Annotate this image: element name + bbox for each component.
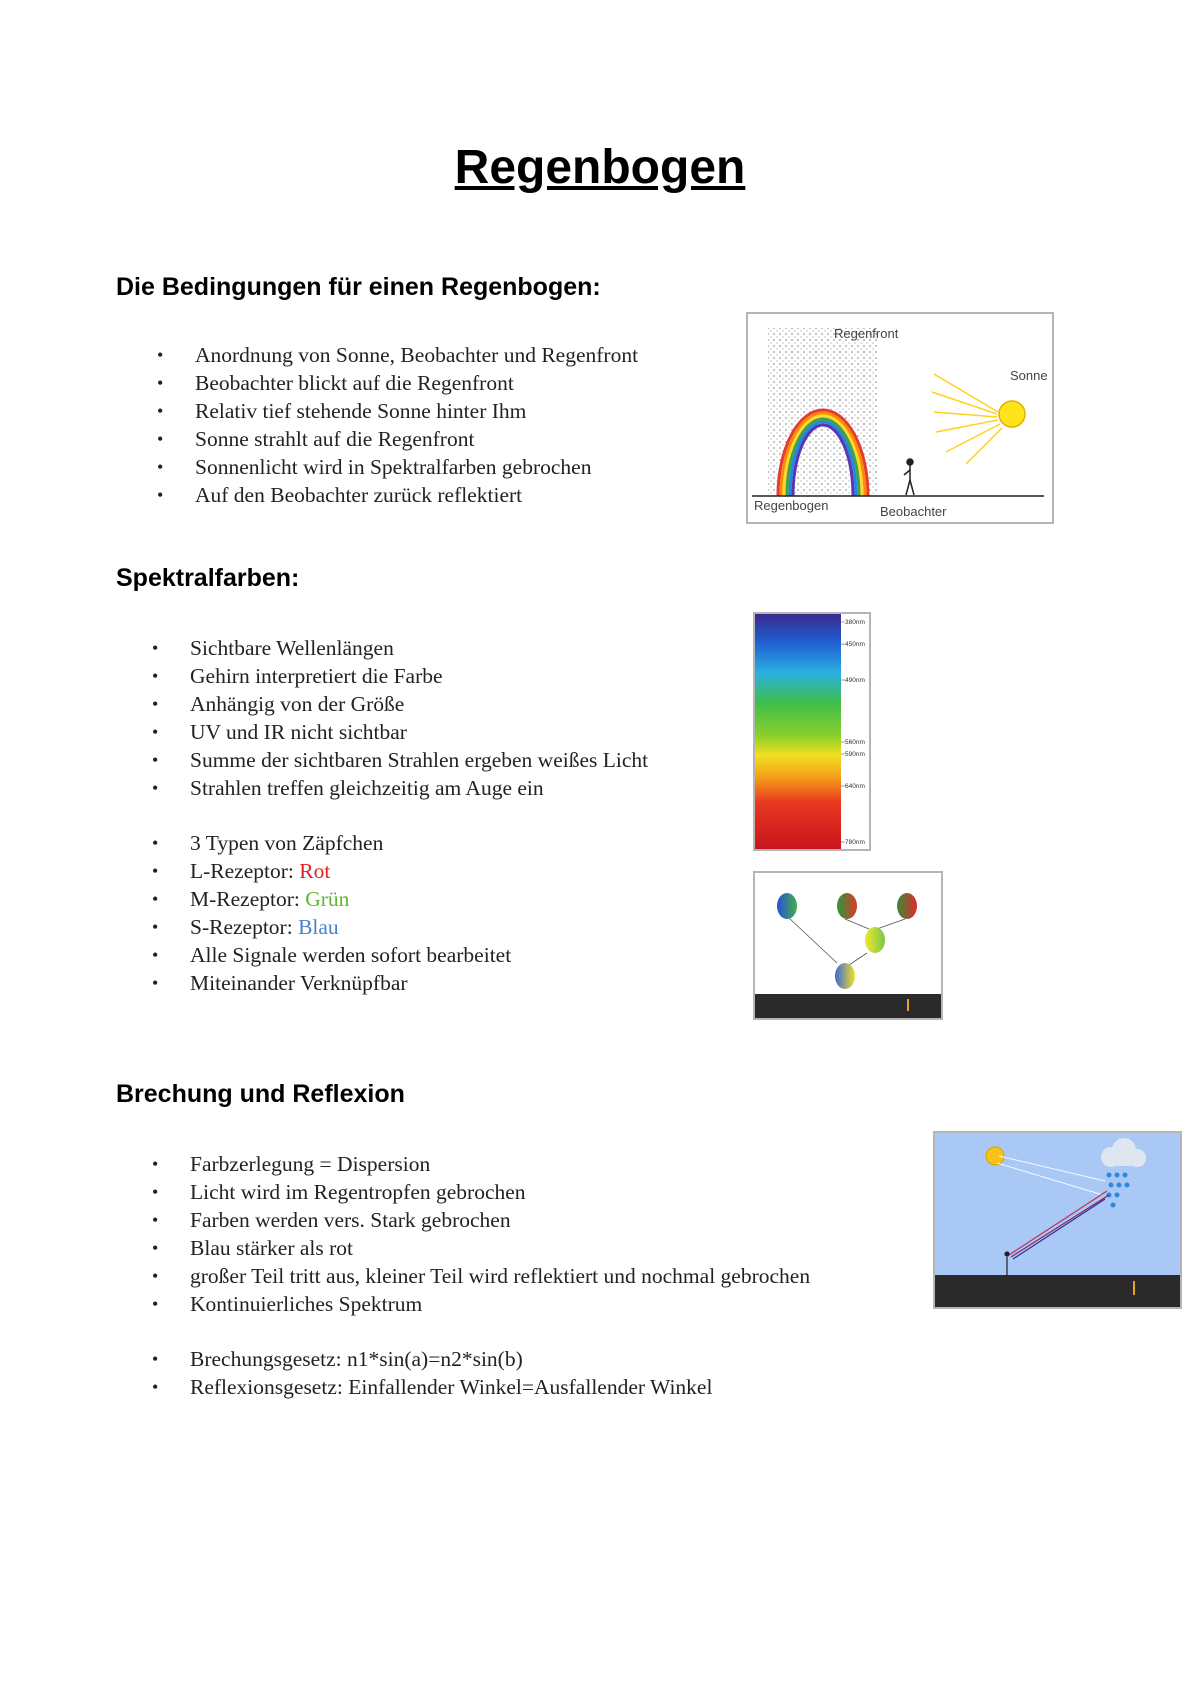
- receptor-color-word: Blau: [298, 915, 339, 939]
- list-item: • großer Teil tritt aus, kleiner Teil wird reflektiert und nochmal gebrochen: [150, 1262, 810, 1290]
- brechung-list: [150, 1150, 810, 1401]
- sun-icon: [999, 401, 1025, 427]
- list-item: • Summe der sichtbaren Strahlen ergeben weißes Licht: [150, 746, 648, 774]
- spectrum-tick-label: 590nm: [845, 751, 865, 758]
- spectrum-tick-label: 640nm: [845, 783, 865, 790]
- receptor-color-word: Rot: [299, 859, 331, 883]
- list-item: [150, 913, 648, 941]
- label-regenbogen: Regenbogen: [754, 498, 829, 513]
- spectrum-image: [753, 612, 871, 851]
- combined-cone-shape: [865, 927, 885, 953]
- list-item: • Licht wird im Regentropfen gebrochen: [150, 1178, 810, 1206]
- caption-bar: [935, 1275, 1180, 1307]
- section-heading-brechung: Brechung und Reflexion: [116, 1080, 405, 1108]
- refraction-image: [933, 1131, 1182, 1309]
- section-heading-spektralfarben: Spektralfarben:: [116, 564, 300, 592]
- final-signal-shape: [835, 963, 855, 989]
- list-item: • Sonnenlicht wird in Spektralfarben gebrochen: [155, 453, 638, 481]
- caption-bar: [755, 994, 941, 1018]
- label-beobachter: Beobachter: [880, 504, 947, 519]
- list-item: • Reflexionsgesetz: Einfallender Winkel=Ausfallender Winkel: [150, 1373, 810, 1401]
- s-cone-shape: [777, 893, 797, 919]
- list-item: • Gehirn interpretiert die Farbe: [150, 662, 648, 690]
- list-item: • Relativ tief stehende Sonne hinter Ihm: [155, 397, 638, 425]
- spectrum-bar: [755, 614, 841, 849]
- l-cone-shape: [897, 893, 917, 919]
- list-item: • Anhängig von der Größe: [150, 690, 648, 718]
- rainbow-diagram-image: [746, 312, 1054, 524]
- list-item: • 3 Typen von Zäpfchen: [150, 829, 648, 857]
- observer-icon: [904, 459, 914, 495]
- list-item: • Anordnung von Sonne, Beobachter und Regenfront: [155, 341, 638, 369]
- receptor-label: M-Rezeptor:: [190, 887, 306, 911]
- list-item: • Sonne strahlt auf die Regenfront: [155, 425, 638, 453]
- bedingungen-list: [155, 341, 638, 509]
- logo-mark: [907, 999, 909, 1011]
- list-item: • Blau stärker als rot: [150, 1234, 810, 1262]
- spectrum-tick-label: 780nm: [845, 839, 865, 846]
- spectrum-tick-label: 380nm: [845, 619, 865, 626]
- logo-mark: [1133, 1281, 1135, 1295]
- receptor-color-word: Grün: [305, 887, 350, 911]
- sun-icon: [986, 1147, 1004, 1165]
- list-item: • Sichtbare Wellenlängen: [150, 634, 648, 662]
- list-item: [150, 857, 648, 885]
- spectrum-tick-label: 450nm: [845, 641, 865, 648]
- cone-signals-image: [753, 871, 943, 1020]
- list-item: • Auf den Beobachter zurück reflektiert: [155, 481, 638, 509]
- list-item: • Strahlen treffen gleichzeitig am Auge ein: [150, 774, 648, 802]
- spectrum-tick-label: 490nm: [845, 677, 865, 684]
- list-item: • Brechungsgesetz: n1*sin(a)=n2*sin(b): [150, 1345, 810, 1373]
- list-item: • Miteinander Verknüpfbar: [150, 969, 648, 997]
- list-item: • Farben werden vers. Stark gebrochen: [150, 1206, 810, 1234]
- list-item: • Alle Signale werden sofort bearbeitet: [150, 941, 648, 969]
- signal-arrows: [789, 918, 905, 965]
- spectrum-tick-label: 560nm: [845, 739, 865, 746]
- spectrum-ticks: [841, 619, 865, 846]
- spektralfarben-list: [150, 634, 648, 997]
- label-regenfront: Regenfront: [834, 326, 899, 341]
- list-item: • UV und IR nicht sichtbar: [150, 718, 648, 746]
- list-item: [150, 885, 648, 913]
- list-item: • Kontinuierliches Spektrum: [150, 1290, 810, 1318]
- list-item: • Beobachter blickt auf die Regenfront: [155, 369, 638, 397]
- sun-rays: [932, 374, 1002, 464]
- m-cone-shape: [837, 893, 857, 919]
- label-sonne: Sonne: [1010, 368, 1048, 383]
- section-heading-bedingungen: Die Bedingungen für einen Regenbogen:: [116, 273, 601, 301]
- receptor-label: L-Rezeptor:: [190, 859, 300, 883]
- page-title: Regenbogen: [454, 141, 746, 194]
- receptor-label: S-Rezeptor:: [190, 915, 299, 939]
- list-item: • Farbzerlegung = Dispersion: [150, 1150, 810, 1178]
